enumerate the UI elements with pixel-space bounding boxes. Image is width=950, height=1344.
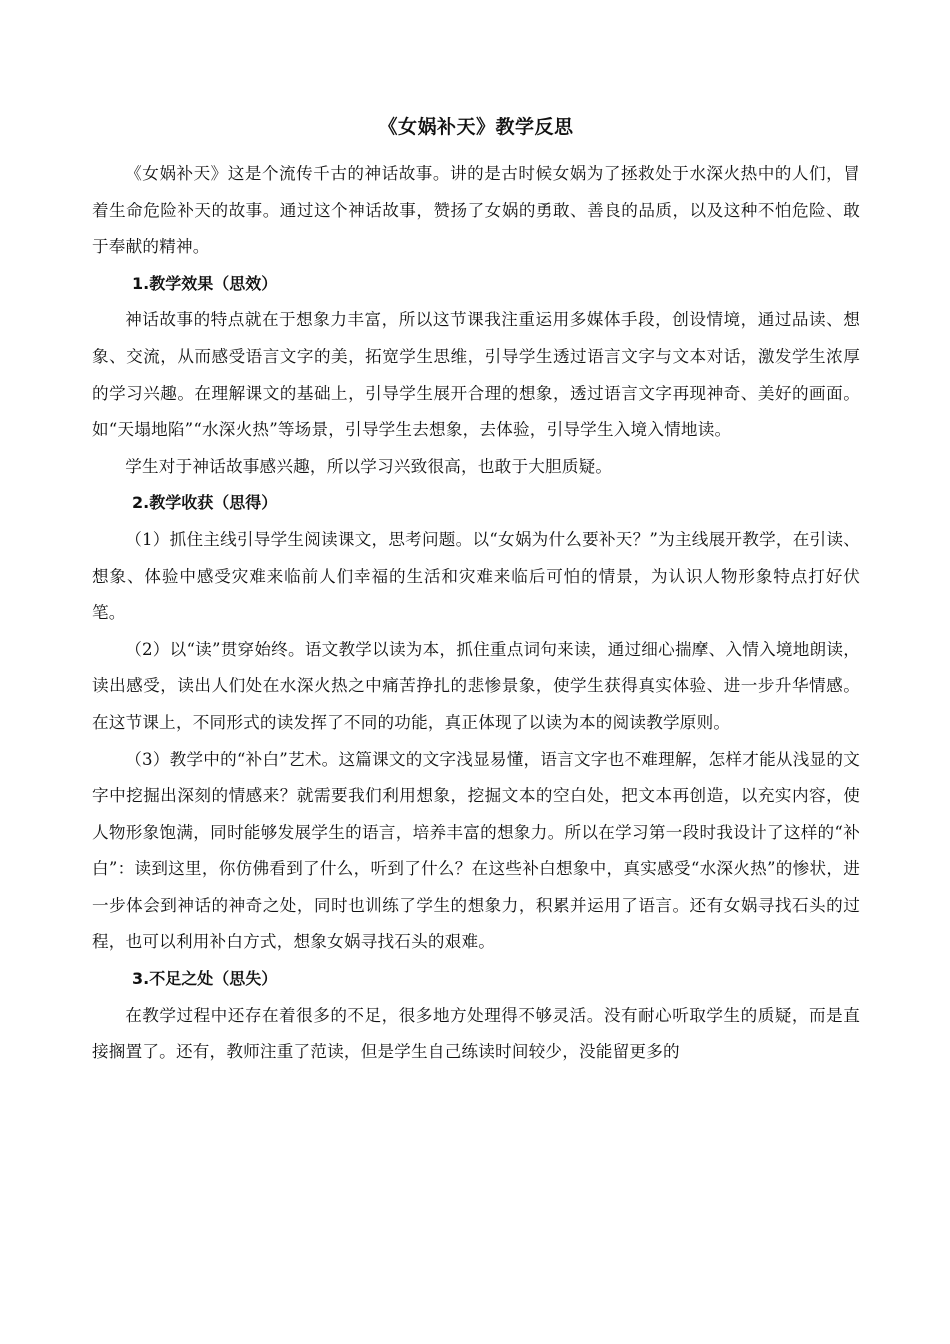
- section-1-paragraph-2: 学生对于神话故事感兴趣，所以学习兴致很高，也敢于大胆质疑。: [125, 456, 613, 476]
- section-3-heading: 3.不足之处（思失）: [132, 969, 278, 989]
- section-2-paragraph-1: （1）抓住主线引导学生阅读课文，思考问题。以“女娲为什么要补天？”为主线展开教学，在引读、想象、体验中感受灾难来临前人们幸福的生活和灾难来临后可怕的情景，为认识人物形象特点打好伏笔。: [92, 529, 860, 623]
- intro-paragraph: 《女娲补天》这是个流传千古的神话故事。讲的是古时候女娲为了拯救处于水深火热中的人们，冒着生命危险补天的故事。通过这个神话故事，赞扬了女娲的勇敢、善良的品质，以及这种不怕危险、敢于奉献的精神。: [92, 164, 860, 257]
- document-page: [92, 112, 860, 1071]
- section-2-paragraph-2: （2）以“读”贯穿始终。语文教学以读为本，抓住重点词句来读，通过细心揣摩、入情入境地朗读，读出感受，读出人们处在水深火热之中痛苦挣扎的悲惨景象，使学生获得真实体验、进一步升华情感。在这节课上，不同形式的读发挥了不同的功能，真正体现了以读为本的阅读教学原则。: [92, 639, 860, 732]
- section-2-heading: 2.教学收获（思得）: [132, 493, 278, 513]
- section-3-paragraph-1: 在教学过程中还存在着很多的不足，很多地方处理得不够灵活。没有耐心听取学生的质疑，而是直接搁置了。还有，教师注重了范读，但是学生自己练读时间较少，没能留更多的: [92, 1005, 860, 1062]
- document-title: 《女娲补天》教学反思: [378, 116, 574, 138]
- section-2-paragraph-3: （3）教学中的“补白”艺术。这篇课文的文字浅显易懂，语言文字也不难理解，怎样才能从浅显的文字中挖掘出深刻的情感来？就需要我们利用想象，挖掘文本的空白处，把文本再创造，以充实内容，使人物形象饱满，同时能够发展学生的语言，培养丰富的想象力。所以在学习第一段时我设计了这样的“补白”：读到这里，你仿佛看到了什么，听到了什么？在这些补白想象中，真实感受“水深火热”的惨状，进一步体会到神话的神奇之处，同时也训练了学生的想象力，积累并运用了语言。还有女娲寻找石头的过程，也可以利用补白方式，想象女娲寻找石头的艰难。: [92, 749, 860, 952]
- section-1-heading: 1.教学效果（思效）: [132, 273, 278, 293]
- section-1-paragraph-1: 神话故事的特点就在于想象力丰富，所以这节课我注重运用多媒体手段，创设情境，通过品读、想象、交流，从而感受语言文字的美，拓宽学生思维，引导学生透过语言文字与文本对话，激发学生浓厚的学习兴趣。在理解课文的基础上，引导学生展开合理的想象，透过语言文字再现神奇、美好的画面。如“天塌地陷”“水深火热”等场景，引导学生去想象，去体验，引导学生入境入情地读。: [92, 310, 860, 440]
